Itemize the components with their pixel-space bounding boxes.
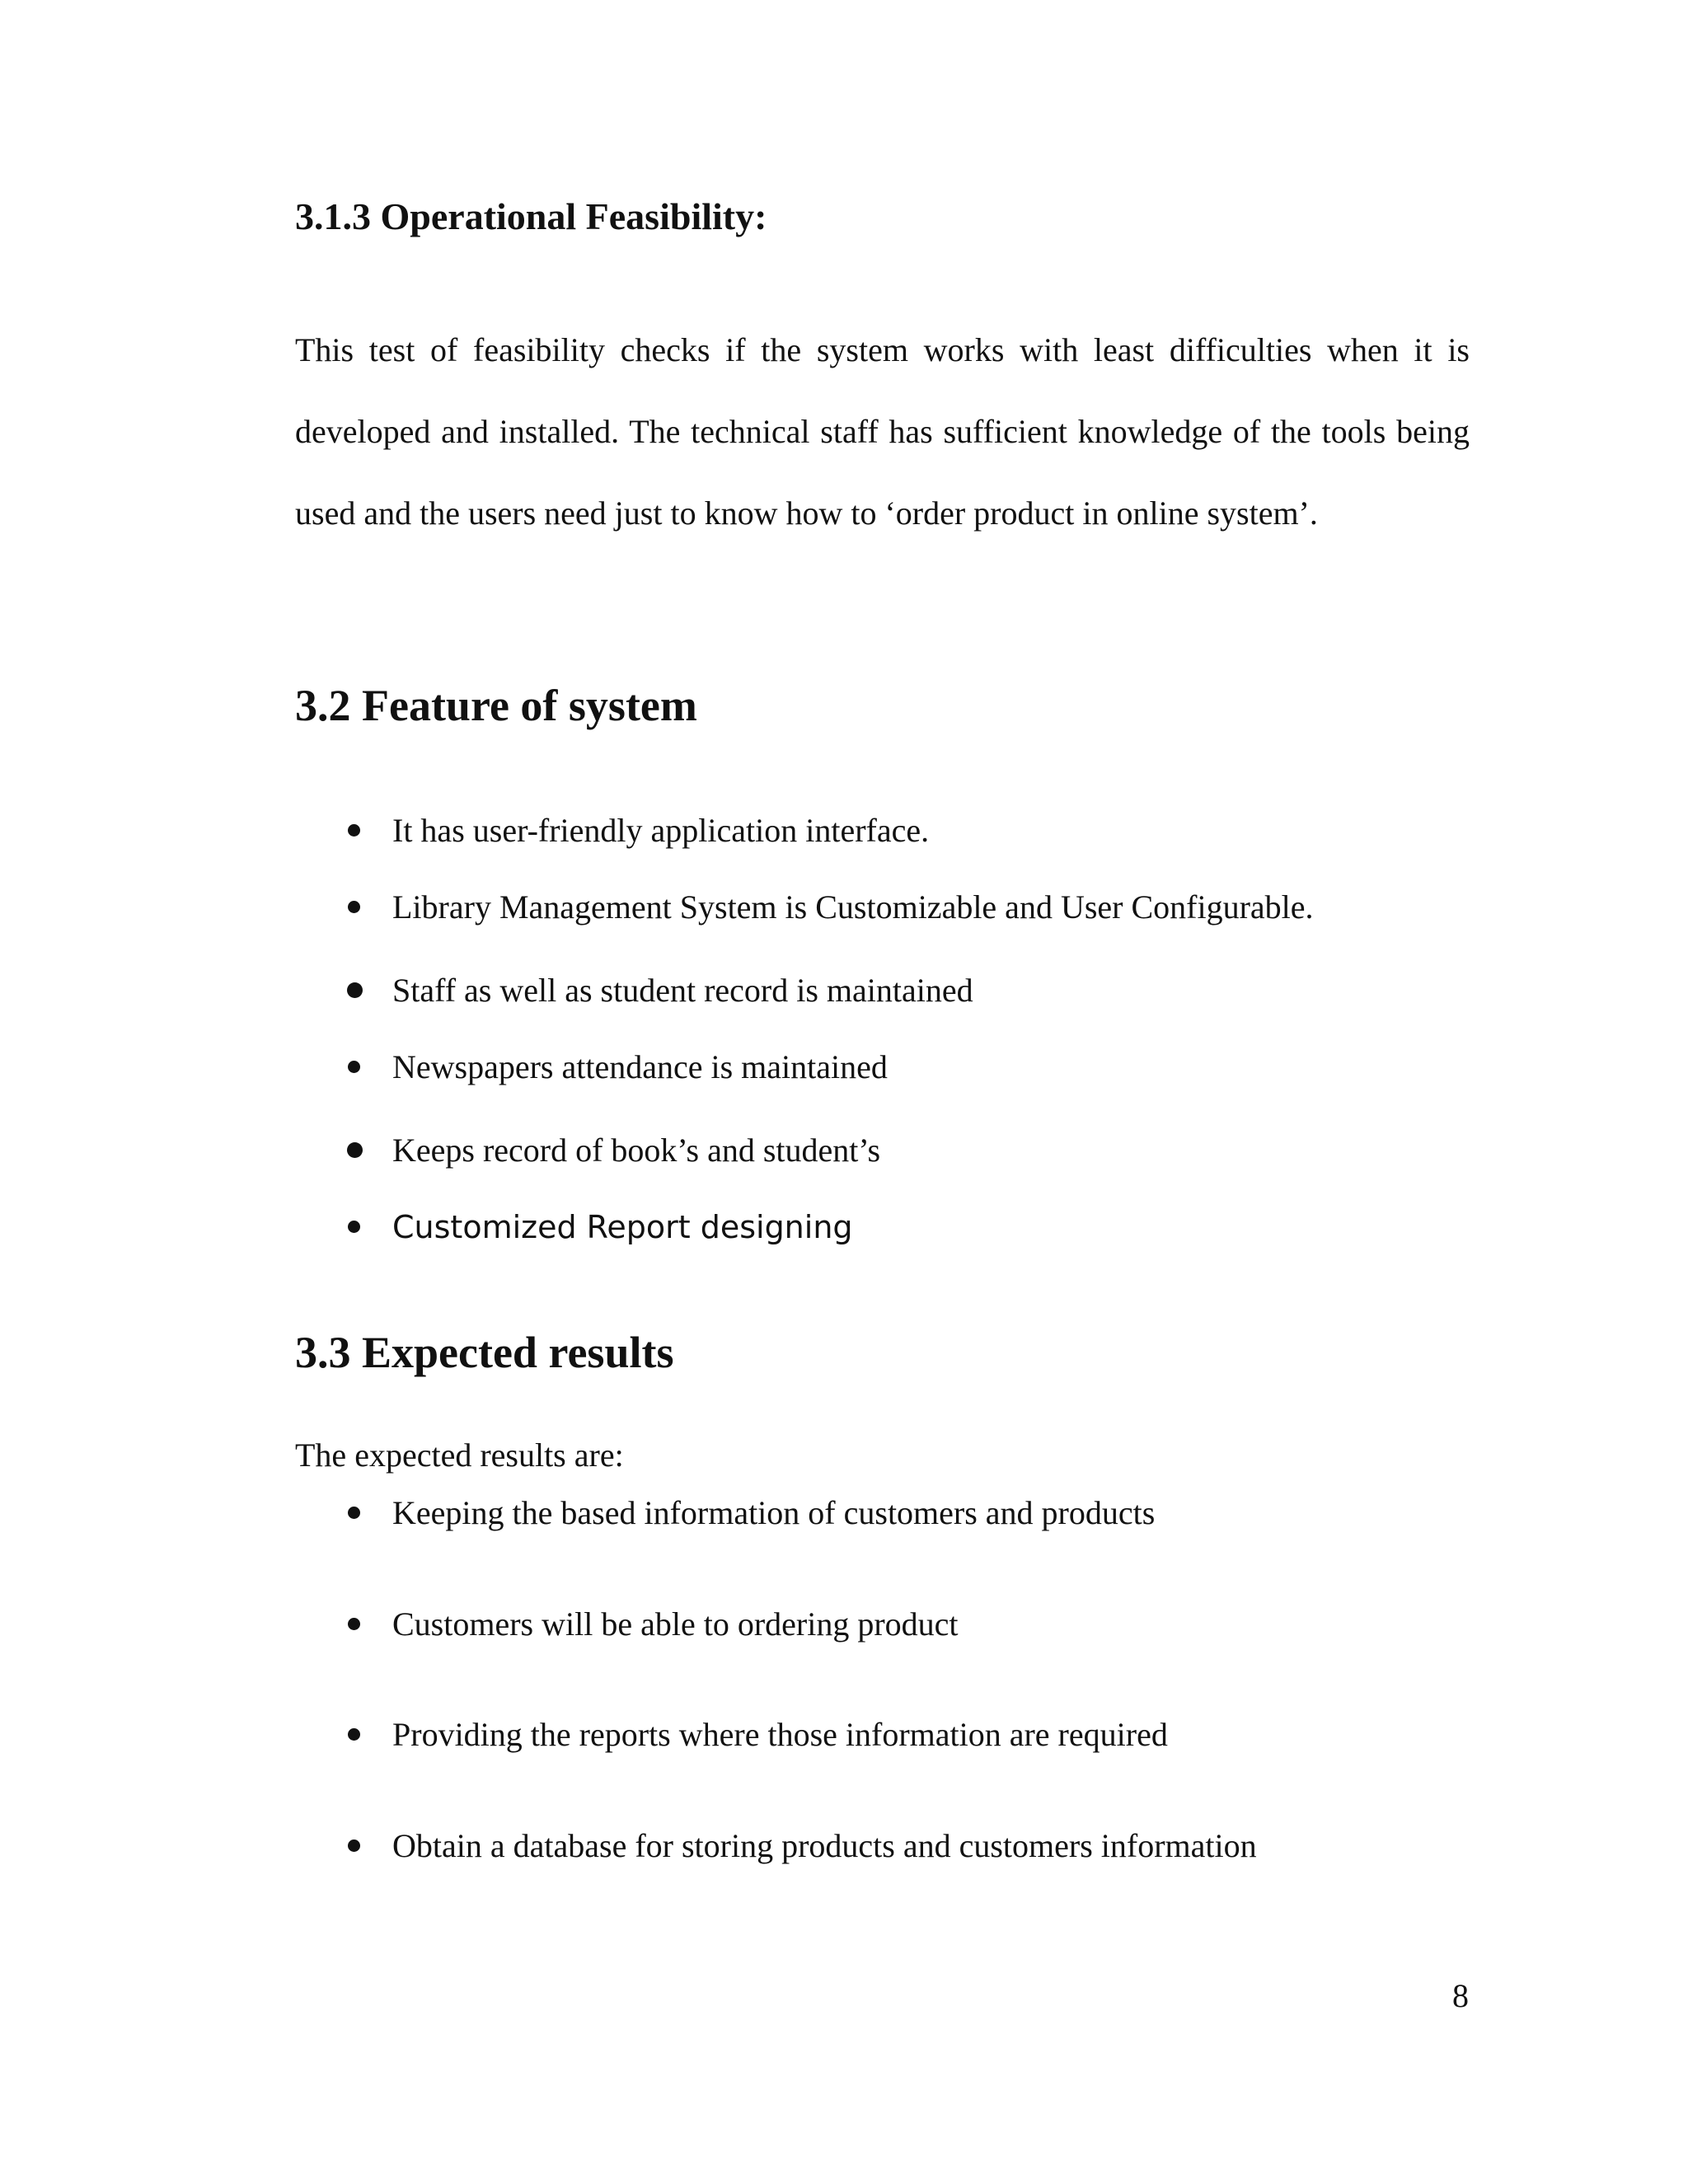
expected-results-intro: The expected results are: (295, 1436, 624, 1474)
expected-result-item (338, 1600, 1492, 1649)
bullet-icon (348, 1507, 360, 1519)
feature-item-text: Keeps record of book’s and student’s (392, 1132, 881, 1169)
bullet-icon (347, 982, 363, 998)
bullet-icon (348, 1840, 360, 1852)
bullet-icon (348, 1061, 360, 1073)
section-3-2-heading: 3.2 Feature of system (295, 681, 697, 730)
operational-feasibility-paragraph: This test of feasibility checks if the system works with least difficulties when it is developed and installed. The technical staff has sufficient knowledge of the tools being used and the users need just to know how to ‘order product in online system’. (295, 331, 1470, 532)
feature-list-item (338, 1126, 1492, 1175)
bullet-icon (348, 824, 360, 837)
bullet-icon (347, 1142, 363, 1158)
expected-result-item (338, 1488, 1492, 1538)
feature-item-text: Staff as well as student record is maintained (392, 972, 973, 1009)
feature-item-text: It has user-friendly application interface. (392, 812, 930, 849)
bullet-icon (348, 1618, 360, 1630)
feature-list-item (338, 1043, 1492, 1092)
feature-item-text: Library Management System is Customizable and User Configurable. (392, 888, 1314, 926)
expected-result-item (338, 1821, 1492, 1871)
feature-list-item (338, 966, 1492, 1015)
section-3-3-heading: 3.3 Expected results (295, 1328, 674, 1377)
feature-list-item (338, 1202, 1492, 1252)
bullet-icon (348, 1728, 360, 1741)
expected-result-text: Keeping the based information of customers and products (392, 1494, 1156, 1531)
feature-item-text: Customized Report designing (392, 1209, 853, 1245)
expected-result-text: Customers will be able to ordering product (392, 1605, 959, 1643)
expected-result-text: Obtain a database for storing products and customers information (392, 1827, 1257, 1864)
bullet-icon (348, 901, 360, 913)
page-number: 8 (1452, 1977, 1469, 2014)
feature-list-item (338, 806, 1492, 855)
section-3-1-3-heading: 3.1.3 Operational Feasibility: (295, 195, 767, 237)
feature-item-text: Newspapers attendance is maintained (392, 1048, 888, 1085)
feature-list-item (338, 883, 1492, 932)
expected-result-text: Providing the reports where those information are required (392, 1716, 1168, 1753)
expected-result-item (338, 1710, 1492, 1760)
bullet-icon (348, 1221, 360, 1233)
